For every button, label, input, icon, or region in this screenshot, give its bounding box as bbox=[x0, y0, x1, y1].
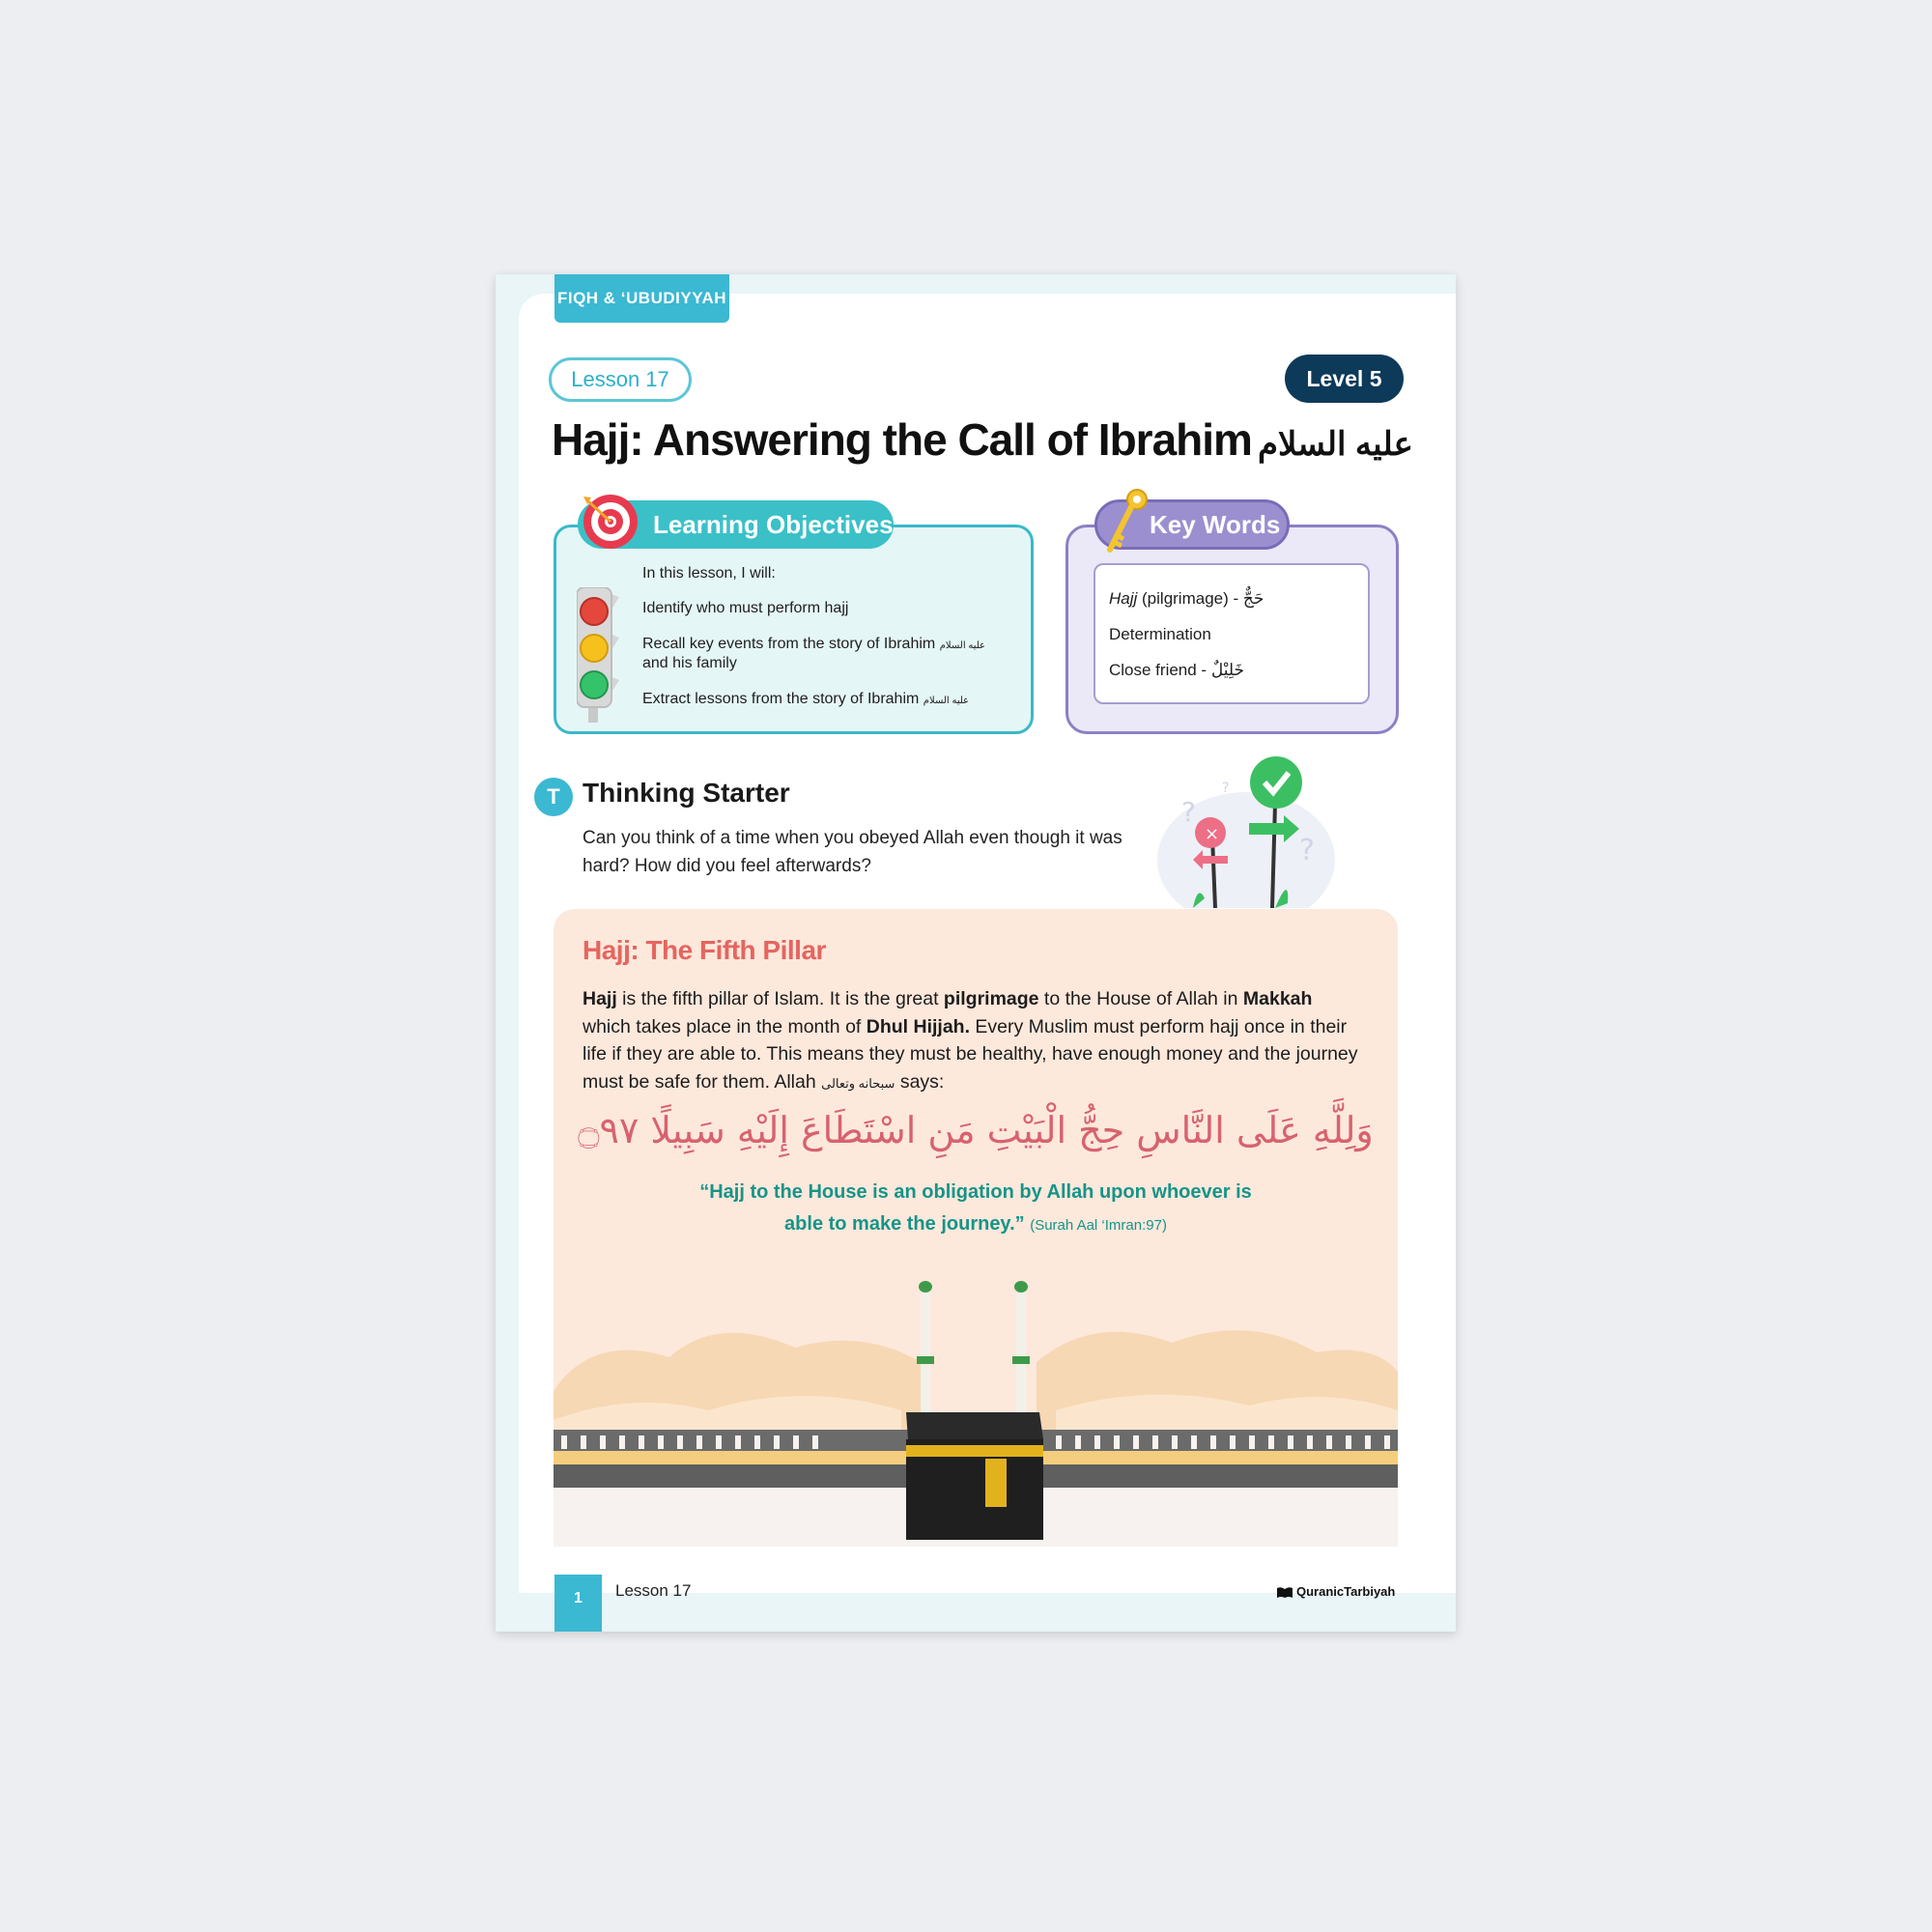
term-pilgrimage: pilgrimage bbox=[943, 988, 1039, 1009]
paragraph-text: Every Muslim must perform hajj once in their life if they are able to. This means they must be healthy, have enough money and the journey must be safe for them. Allah bbox=[582, 1015, 1358, 1093]
objective-item: Identify who must perform hajj bbox=[642, 600, 849, 616]
keyword-arabic: حَجٌّ bbox=[1242, 589, 1264, 608]
book-icon bbox=[1277, 1586, 1293, 1598]
translation-line-2 bbox=[554, 1208, 1398, 1241]
thinking-starter-badge: T bbox=[534, 778, 573, 816]
honorific: عليه السلام bbox=[939, 640, 986, 651]
target-icon bbox=[582, 493, 639, 551]
title-honorific: عليه السلام bbox=[1257, 426, 1413, 463]
verse-translation bbox=[554, 1177, 1398, 1241]
keyword-rest: (pilgrimage) - bbox=[1137, 589, 1243, 608]
objective-text: Extract lessons from the story of Ibrahim bbox=[642, 691, 920, 707]
svg-text:×: × bbox=[1205, 824, 1220, 844]
brand-logo bbox=[1277, 1584, 1395, 1599]
paragraph-text: to the House of Allah in bbox=[1038, 988, 1243, 1009]
paragraph-text: is the fifth pillar of Islam. It is the great bbox=[616, 988, 944, 1009]
brand-name: QuranicTarbiyah bbox=[1296, 1584, 1396, 1599]
thinking-starter-heading: Thinking Starter bbox=[582, 778, 790, 808]
footer-lesson: Lesson 17 bbox=[615, 1581, 692, 1600]
objective-text: Recall key events from the story of Ibrahim bbox=[642, 636, 936, 652]
objective-item bbox=[642, 635, 985, 656]
keyword-hajj bbox=[1109, 589, 1264, 609]
keyword-term: Hajj bbox=[1109, 589, 1138, 608]
thinking-starter-question: Can you think of a time when you obeyed Allah even though it was hard? How did you feel afterwards? bbox=[582, 828, 1122, 876]
svg-text:?: ? bbox=[1222, 781, 1230, 796]
signpost-illustration bbox=[1154, 753, 1338, 908]
honorific: عليه السلام bbox=[923, 696, 970, 706]
key-icon bbox=[1104, 488, 1151, 555]
quran-verse: وَلِلَّهِ عَلَى النَّاسِ حِجُّ الْبَيْتِ مَنِ اسْتَطَاعَ إِلَيْهِ سَبِيلًا ۝٩٧ bbox=[578, 1109, 1374, 1151]
traffic-light-icon bbox=[577, 587, 619, 723]
keyword-determination bbox=[1109, 625, 1211, 644]
keyword-rest: Close friend - bbox=[1109, 661, 1211, 679]
objectives-intro: In this lesson, I will: bbox=[642, 565, 776, 582]
term-hajj: Hajj bbox=[582, 988, 617, 1009]
kaaba-illustration bbox=[554, 1275, 1398, 1547]
translation-text: able to make the journey.” bbox=[784, 1213, 1025, 1235]
level-pill: Level 5 bbox=[1285, 355, 1404, 403]
svg-text:?: ? bbox=[1181, 796, 1196, 828]
fifth-pillar-heading: Hajj: The Fifth Pillar bbox=[582, 935, 826, 965]
key-words-heading: Key Words bbox=[1094, 499, 1290, 550]
title-text: Hajj: Answering the Call of Ibrahim bbox=[552, 414, 1252, 465]
keyword-rest: Determination bbox=[1109, 625, 1211, 643]
verse-reference: (Surah Aal ‘Imran:97) bbox=[1030, 1217, 1167, 1234]
page-title bbox=[552, 413, 1413, 466]
page-number: 1 bbox=[554, 1575, 602, 1632]
objective-item-continued: and his family bbox=[642, 655, 737, 671]
learning-objectives-heading: Learning Objectives bbox=[578, 500, 894, 549]
subject-tab: FIQH & ‘UBUDIYYAH bbox=[554, 274, 729, 323]
paragraph-text: which takes place in the month of bbox=[582, 1015, 867, 1037]
translation-line: “Hajj to the House is an obligation by Allah upon whoever is bbox=[699, 1181, 1252, 1203]
lesson-pill: Lesson 17 bbox=[549, 357, 692, 402]
keyword-close-friend bbox=[1109, 661, 1244, 680]
term-makkah: Makkah bbox=[1242, 988, 1313, 1009]
objective-item bbox=[642, 690, 969, 711]
paragraph-text: says: bbox=[895, 1070, 945, 1093]
svg-text:?: ? bbox=[1299, 834, 1315, 867]
keyword-arabic: خَلِيْلٌ bbox=[1210, 661, 1244, 679]
fifth-pillar-paragraph bbox=[582, 985, 1365, 1097]
honorific: سبحانه وتعالى bbox=[821, 1075, 895, 1091]
term-dhul-hijjah: Dhul Hijjah. bbox=[866, 1015, 970, 1037]
